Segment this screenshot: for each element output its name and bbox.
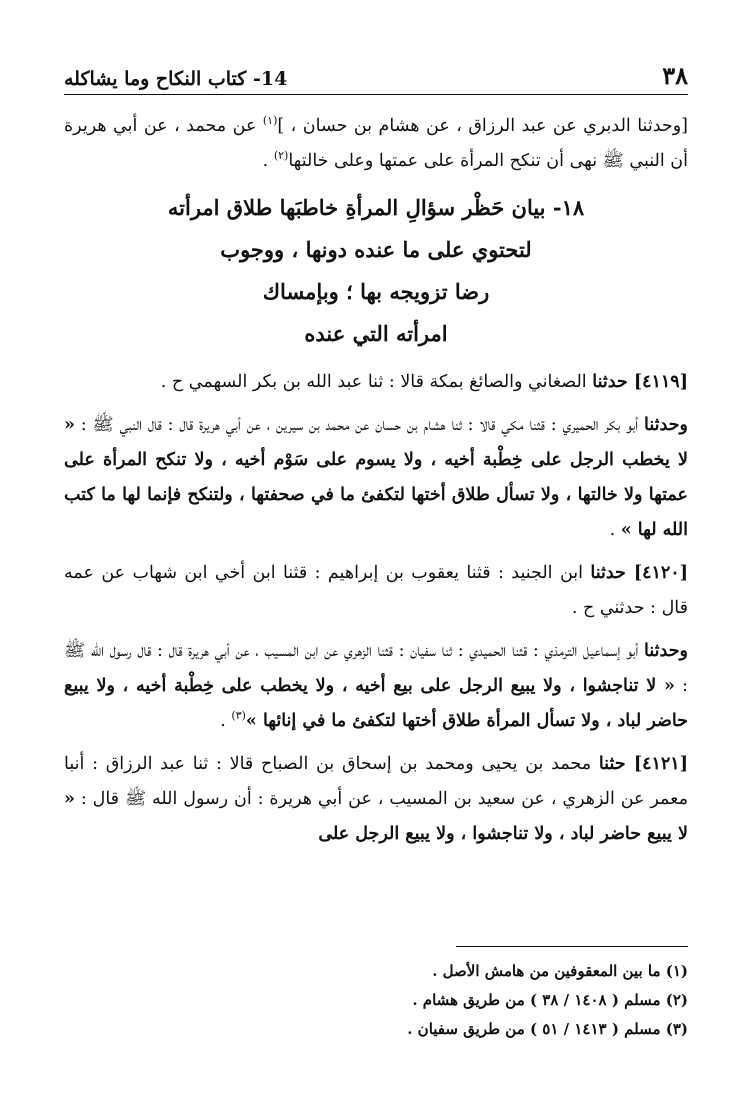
hadith-number: [٤١٢١] — [633, 754, 688, 774]
page-header — [64, 56, 688, 95]
isnad-text: أبو بكر الحميري : قثنا مكي قالا : ثنا هشام بن حسان عن محمد بن سيرين ، عن أبي هريرة قال : قال النبي ﷺ : — [74, 415, 645, 435]
chapter-line-2: لتحتوي على ما عنده دونها ، ووجوب — [220, 237, 532, 262]
chapter-line-1: ١٨- بيان حَظْر سؤالِ المرأةِ خاطبَها طلاق امرأته — [167, 195, 585, 220]
chapter-line-4: امرأته التي عنده — [304, 321, 448, 346]
footnotes-section — [64, 946, 688, 1044]
chapter-line-3: رضا تزويجه بها ؛ وبإمساك — [262, 279, 490, 304]
hadith-4120-isnad-2 — [64, 634, 688, 739]
isnad-text: ابن الجنيد : قثنا يعقوب بن إبراهيم : قثنا ابن أخي ابن شهاب عن عمه قال : حدثني ح . — [64, 563, 688, 618]
running-title: 14- كتاب النكاح وما يشاكله — [64, 68, 288, 90]
intro-paragraph — [64, 109, 688, 179]
page-number: ٣٨ — [662, 61, 688, 90]
isnad-text: أبو إسماعيل الترمذي : قثنا الحميدي : ثنا سفيان : قثنا الزهري عن ابن المسيب ، عن أبي هريرة قال : قال رسول الله ﷺ : — [64, 641, 688, 696]
intro-text-2: عن محمد ، عن أبي هريرة أن النبي ﷺ نهى أن تنكح المرأة على عمتها وعلى خالتها — [64, 116, 688, 171]
narration-keyword: حدثنا — [590, 563, 634, 583]
narration-keyword: حدثنا — [592, 372, 634, 392]
isnad-text: الصغاني والصائغ بمكة قالا : ثنا عبد الله بن بكر السهمي ح . — [160, 372, 593, 392]
page-content — [64, 109, 688, 852]
intro-text-1: [وحدثنا الدبري عن عبد الرزاق ، عن هشام بن حسان ، ] — [277, 116, 688, 136]
end-mark: . — [220, 711, 232, 731]
chapter-heading — [64, 187, 688, 355]
hadith-4120-isnad-1 — [64, 556, 688, 626]
footnote-2: (٢) مسلم ( ١٤٠٨ / ٣٨ ) من طريق هشام . — [412, 991, 688, 1009]
hadith-number: [٤١١٩] — [633, 372, 688, 392]
hadith-4119-isnad-1 — [64, 365, 688, 400]
narration-keyword: حثنا — [598, 754, 634, 774]
footnote-divider — [456, 946, 688, 947]
hadith-4119-isnad-2 — [64, 408, 688, 548]
hadith-matn: « لا يبيع حاضر لباد ، ولا تناجشوا ، ولا يبيع الرجل على — [64, 789, 688, 844]
hadith-4121 — [64, 747, 688, 852]
footnote-ref-1: (١) — [262, 114, 278, 128]
footnote-3: (٣) مسلم ( ١٤١٣ / ٥١ ) من طريق سفيان . — [407, 1020, 688, 1038]
footnote-ref-2: (٢) — [273, 149, 289, 163]
narration-keyword: وحدثنا — [644, 415, 688, 435]
hadith-matn: « لا يخطب الرجل على خِطْبة أخيه ، ولا يسوم على سَوْم أخيه ، ولا تنكح المرأة على عمتها ولا خالتها ، ولا تسأل طلاق أختها لتكفئ ما في صحفتها ، ولتنكح فإنما لها ما كتب الله لها » — [64, 415, 688, 540]
footnote-ref-3: (٣) — [231, 709, 246, 723]
end-mark: . — [609, 520, 621, 540]
hadith-number: [٤١٢٠] — [633, 563, 688, 583]
isnad-text: محمد بن يحيى ومحمد بن إسحاق بن الصباح قالا : ثنا عبد الرزاق : أنبا معمر عن الزهري ، عن سعيد بن المسيب ، عن أبي هريرة : أن رسول الله ﷺ قال : — [64, 754, 688, 809]
narration-keyword: وحدثنا — [644, 641, 688, 661]
footnote-1: (١) ما بين المعقوفين من هامش الأصل . — [432, 962, 688, 980]
hadith-matn: « لا تناجشوا ، ولا يبيع الرجل على بيع أخيه ، ولا يخطب على خِطْبة أخيه ، ولا يبيع حاضر لباد ، ولا تسأل المرأة طلاق أختها لتكفئ ما في إنائها » — [64, 676, 688, 731]
intro-text-3: . — [262, 151, 274, 171]
